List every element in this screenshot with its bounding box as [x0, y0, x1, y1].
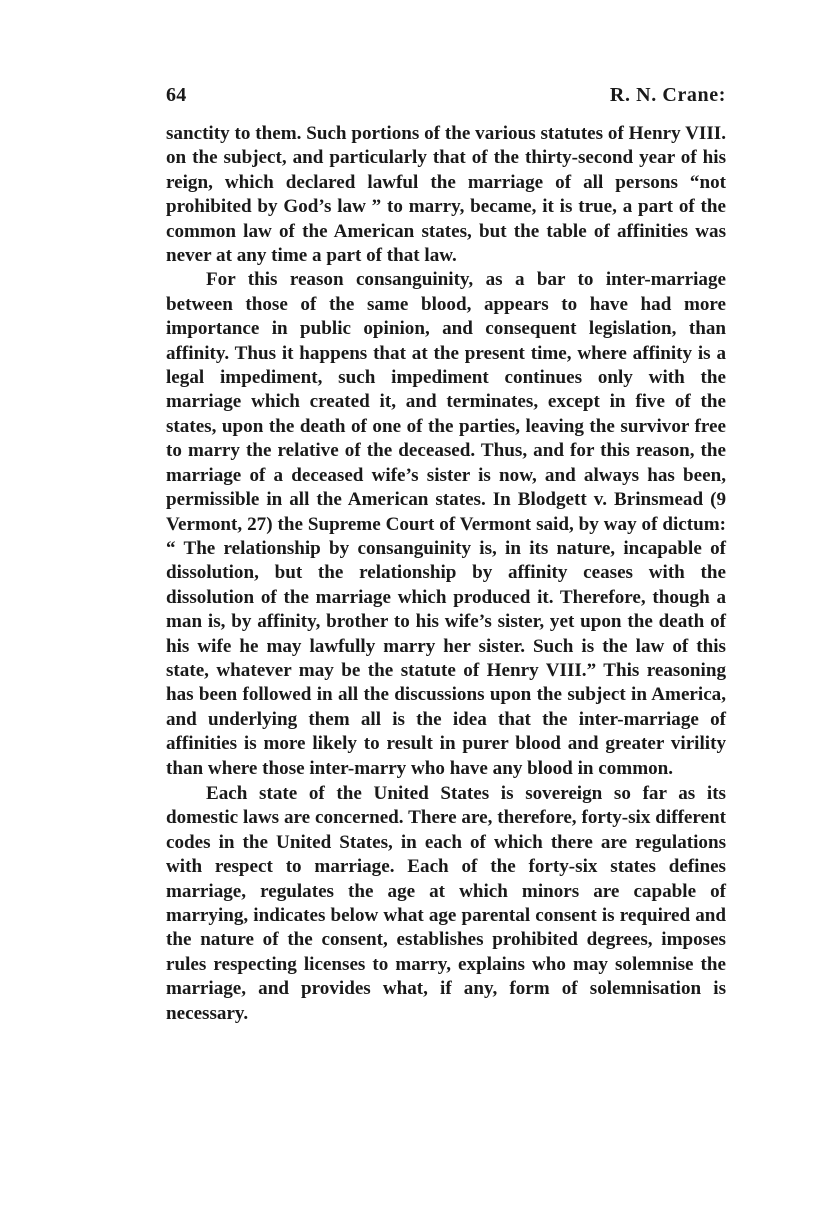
running-header	[166, 84, 726, 122]
paragraph: Each state of the United States is sovereign so far as its domestic laws are concerned. There are, therefore, forty-six different codes in the United States, in each of which there are regulations with respect to marriage. Each of the forty-six states defines marriage, regulates the age at which minors are capable of marrying, indicates below what age parental consent is required and the nature of the consent, establishes prohibited degrees, imposes rules respecting licenses to marry, explains who may solemnise the marriage, and provides what, if any, form of solemnisation is necessary.	[166, 782, 726, 1024]
paragraph-continued: sanctity to them. Such portions of the various statutes of Henry VIII. on the subject, and particularly that of the thirty-second year of his reign, which declared lawful the marriage of all persons “not prohibited by God’s law ” to marry, became, it is true, a part of the common law of the American states, but the table of affinities was never at any time a part of that law.	[166, 123, 726, 267]
paragraph: For this reason consanguinity, as a bar to inter-marriage between those of the same blood, appears to have had more importance in public opinion, and consequent legislation, than affinity. Thus it happens that at the present time, where affinity is a legal impediment, such impediment continues only with the marriage which created it, and terminates, except in five of the states, upon the death of one of the parties, leaving the survivor free to marry the relative of the deceased. Thus, and for this reason, the marriage of a deceased wife’s sister is now, and always has been, permissible in all the American states. In Blodgett v. Brinsmead (9 Vermont, 27) the Supreme Court of Vermont said, by way of dictum: “ The relationship by consanguinity is, in its nature, incapable of dissolution, but the relationship by affinity ceases with the dissolution of the marriage which produced it. Therefore, though a man is, by affinity, brother to his wife’s sister, yet upon the death of his wife he may lawfully marry her sister. Such is the law of this state, whatever may be the statute of Henry VIII.” This reasoning has been followed in all the discussions upon the subject in America, and underlying them all is the idea that the inter-marriage of affinities is more likely to result in purer blood and greater virility than where those inter-marry who have any blood in common.	[166, 269, 726, 779]
body-text	[166, 122, 726, 1026]
book-page	[166, 84, 726, 1026]
running-author: R. N. Crane:	[609, 84, 726, 106]
page-number: 64	[166, 84, 187, 106]
